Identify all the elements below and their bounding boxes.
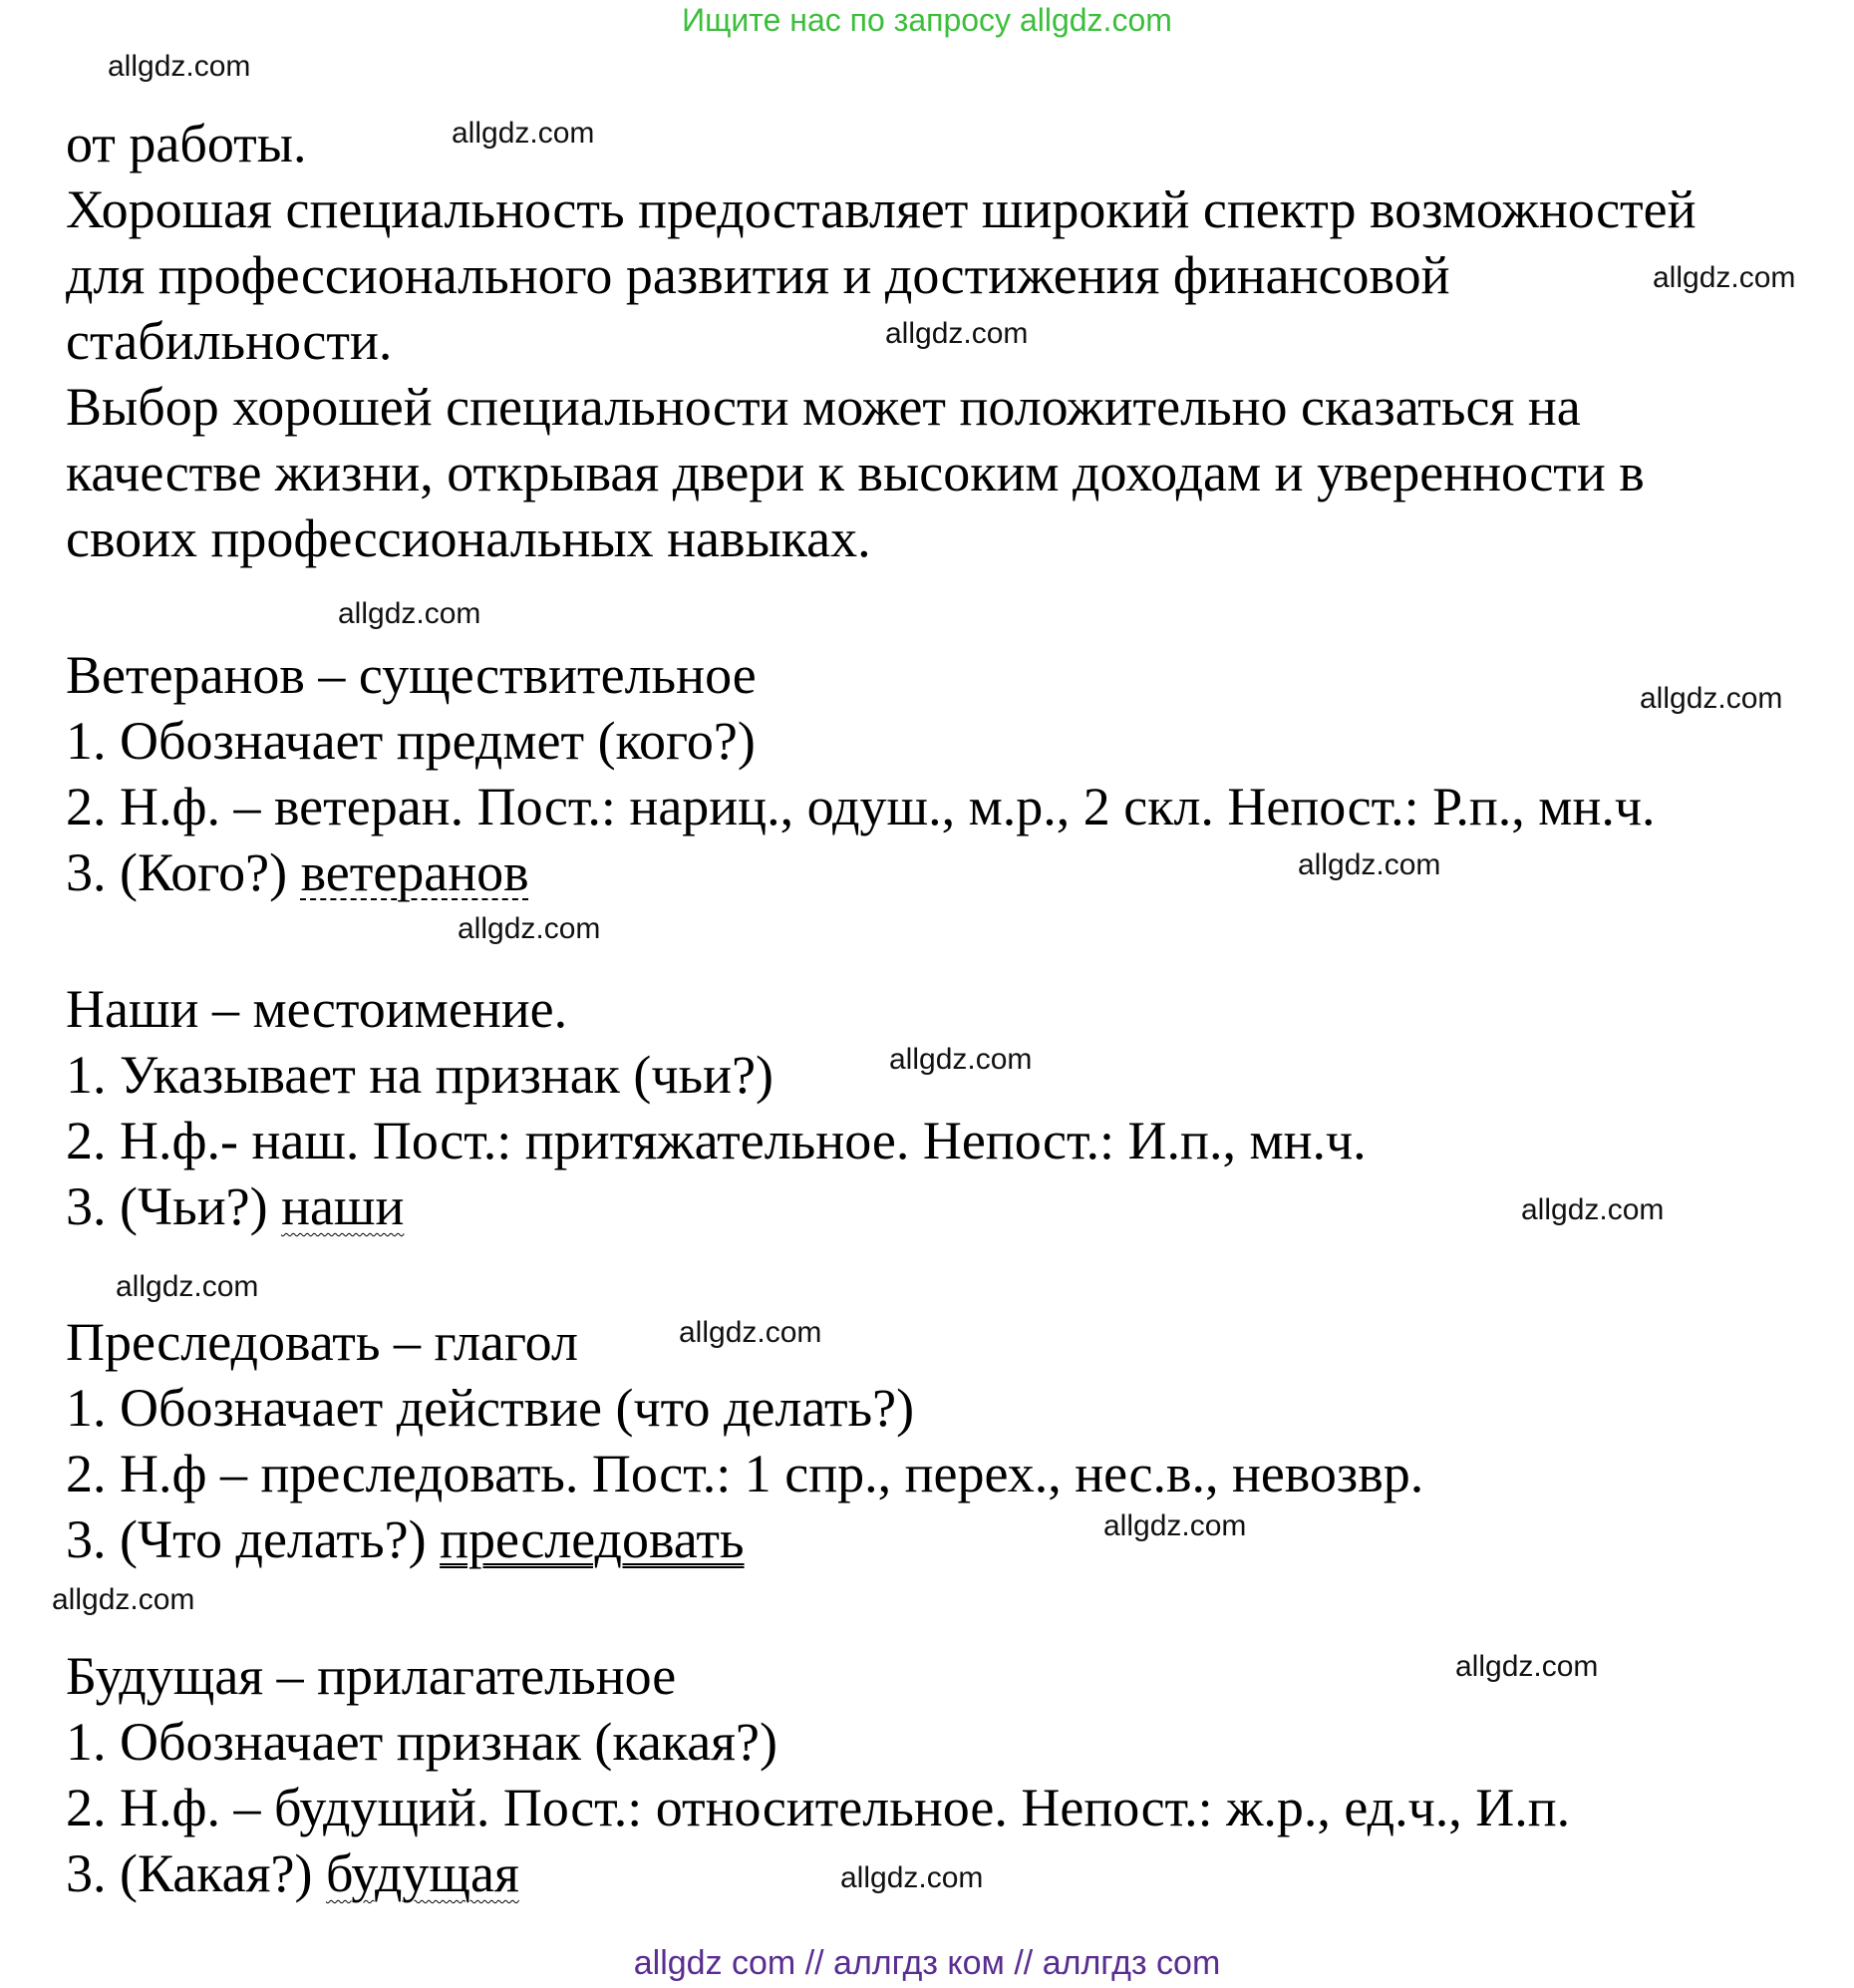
text-line: 2. Н.ф. – будущий. Пост.: относительное. Непост.: ж.р., ед.ч., И.п. — [66, 1778, 1571, 1837]
text-line: 1. Обозначает действие (что делать?) — [66, 1378, 915, 1438]
text-line: для профессионального развития и достижения финансовой — [66, 245, 1450, 305]
text-line: 2. Н.ф.- наш. Пост.: притяжательное. Непост.: И.п., мн.ч. — [66, 1111, 1367, 1170]
watermark: allgdz.com — [338, 597, 481, 630]
watermark: allgdz.com — [108, 50, 251, 83]
section-title: Наши – местоимение. — [66, 979, 568, 1039]
underlined-word: наши — [281, 1176, 405, 1236]
watermark: allgdz.com — [452, 117, 595, 150]
text-line: Выбор хорошей специальности может положительно сказаться на — [66, 377, 1581, 437]
footer-text: allgdz com // аллгдз ком // аллгдз com — [633, 1944, 1221, 1982]
watermark: allgdz.com — [1640, 682, 1783, 715]
text-prefix: 3. (Какая?) — [66, 1843, 326, 1903]
watermark: allgdz.com — [889, 1043, 1033, 1076]
watermark: allgdz.com — [1521, 1193, 1665, 1226]
text-prefix: 3. (Кого?) — [66, 842, 301, 902]
text-line: своих профессиональных навыках. — [66, 508, 871, 568]
watermark: allgdz.com — [52, 1583, 195, 1616]
text-prefix: 3. (Что делать?) — [66, 1509, 441, 1569]
watermark: allgdz.com — [458, 912, 601, 945]
text-line: Хорошая специальность предоставляет широкий спектр возможностей — [66, 179, 1697, 239]
watermark: allgdz.com — [679, 1316, 822, 1349]
watermark: allgdz.com — [116, 1270, 259, 1303]
text-line: качестве жизни, открывая двери к высоким доходам и уверенности в — [66, 443, 1645, 502]
underlined-word: будущая — [325, 1843, 519, 1903]
watermark: allgdz.com — [885, 317, 1029, 350]
underlined-word: преследовать — [440, 1509, 745, 1569]
text-line — [66, 1840, 519, 1906]
text-line — [66, 839, 529, 905]
text-line: 1. Указывает на признак (чьи?) — [66, 1045, 774, 1105]
watermark: allgdz.com — [1298, 848, 1441, 881]
section-title: Преследовать – глагол — [66, 1312, 578, 1372]
text-line: от работы. — [66, 114, 307, 173]
header-banner: Ищите нас по запросу allgdz.com — [682, 2, 1172, 38]
text-line: 2. Н.ф. – ветеран. Пост.: нариц., одуш., м.р., 2 скл. Непост.: Р.п., мн.ч. — [66, 777, 1656, 836]
watermark: allgdz.com — [1653, 261, 1796, 294]
watermark: allgdz.com — [1103, 1509, 1247, 1542]
section-title: Будущая – прилагательное — [66, 1646, 677, 1706]
section-title: Ветеранов – существительное — [66, 645, 757, 705]
text-line: 1. Обозначает признак (какая?) — [66, 1712, 777, 1772]
underlined-word: ветеранов — [300, 842, 529, 902]
text-line: 1. Обозначает предмет (кого?) — [66, 711, 756, 771]
text-line: 2. Н.ф – преследовать. Пост.: 1 спр., перех., нес.в., невозвр. — [66, 1444, 1424, 1503]
text-line — [66, 1173, 404, 1239]
text-prefix: 3. (Чьи?) — [66, 1176, 282, 1236]
text-line — [66, 1506, 745, 1572]
watermark: allgdz.com — [840, 1861, 984, 1894]
watermark: allgdz.com — [1455, 1650, 1599, 1683]
text-line: стабильности. — [66, 311, 393, 371]
